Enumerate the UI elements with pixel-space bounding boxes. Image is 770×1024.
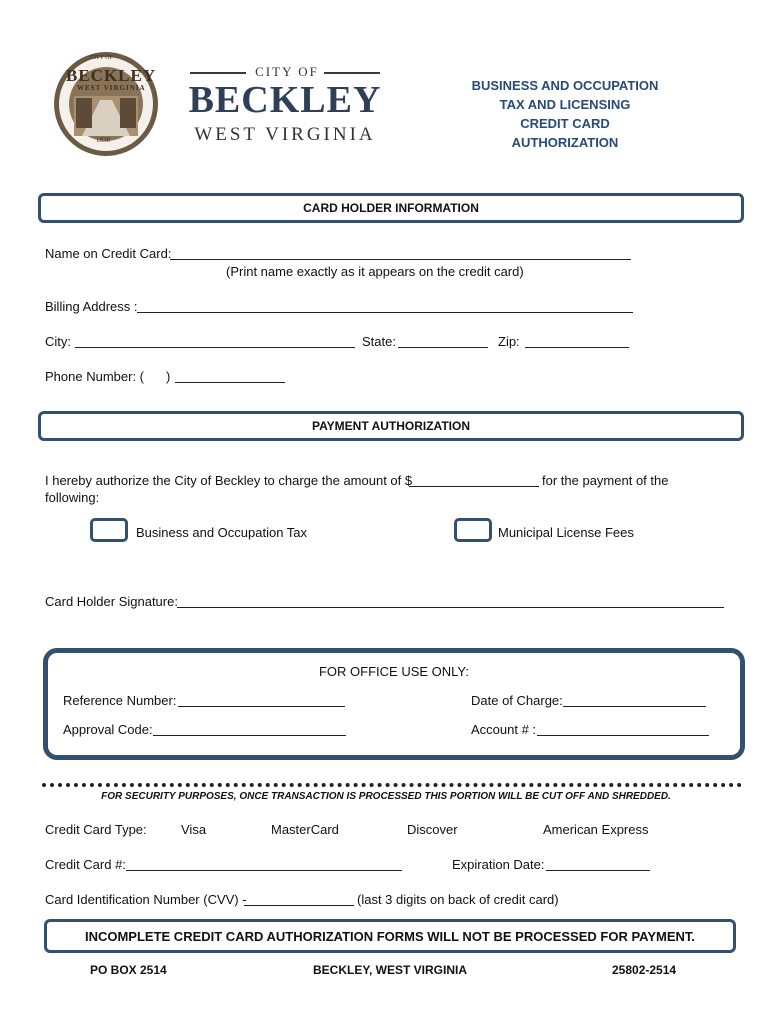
name-hint: (Print name exactly as it appears on the credit card) <box>226 264 524 279</box>
card-type-mastercard[interactable]: MasterCard <box>271 822 339 837</box>
title-line-1: BUSINESS AND OCCUPATION <box>471 78 659 93</box>
card-number-label: Credit Card #: <box>45 857 126 872</box>
seal-year: 1838 <box>96 136 110 144</box>
reference-number-field[interactable] <box>178 694 345 707</box>
seal-text-name: BECKLEY <box>66 66 157 85</box>
city-label: City: <box>45 334 71 349</box>
card-type-discover[interactable]: Discover <box>407 822 458 837</box>
authorize-text-a: I hereby authorize the City of Beckley to charge the amount of $ <box>45 473 413 488</box>
license-fees-label: Municipal License Fees <box>498 525 634 540</box>
date-of-charge-field[interactable] <box>563 694 706 707</box>
expiration-field[interactable] <box>546 858 650 871</box>
security-note: FOR SECURITY PURPOSES, ONCE TRANSACTION IS PROCESSED THIS PORTION WILL BE CUT OFF AND SHREDDED. <box>101 791 671 802</box>
license-fees-checkbox[interactable] <box>454 518 492 542</box>
cut-line <box>42 783 742 787</box>
card-holder-header: CARD HOLDER INFORMATION <box>38 193 744 223</box>
card-type-amex[interactable]: American Express <box>543 822 649 837</box>
card-number-field[interactable] <box>126 858 402 871</box>
form-title <box>442 76 688 152</box>
authorize-text-c: following: <box>45 490 100 505</box>
seal-text-top: CITY OF <box>90 55 113 61</box>
payment-header: PAYMENT AUTHORIZATION <box>38 411 744 441</box>
cvv-field[interactable] <box>244 893 354 906</box>
phone-field[interactable] <box>175 370 285 383</box>
footer-po-box: PO BOX 2514 <box>90 963 167 977</box>
account-label: Account # : <box>471 722 537 737</box>
wordmark-city-of: CITY OF <box>255 64 319 79</box>
card-type-label: Credit Card Type: <box>45 822 147 837</box>
expiration-label: Expiration Date: <box>452 857 545 872</box>
billing-address-label: Billing Address : <box>45 299 138 314</box>
zip-label: Zip: <box>498 334 520 349</box>
phone-label: Phone Number: ( <box>45 369 144 384</box>
city-field[interactable] <box>75 335 355 348</box>
footer-zip: 25802-2514 <box>612 963 677 977</box>
footer-city-state: BECKLEY, WEST VIRGINIA <box>313 963 468 977</box>
zip-field[interactable] <box>525 335 629 348</box>
bo-tax-label: Business and Occupation Tax <box>136 525 308 540</box>
approval-code-field[interactable] <box>153 723 346 736</box>
approval-code-label: Approval Code: <box>63 722 153 737</box>
office-use-header: FOR OFFICE USE ONLY: <box>318 664 469 679</box>
state-field[interactable] <box>398 335 488 348</box>
authorize-text-b: for the payment of the <box>542 473 669 488</box>
account-field[interactable] <box>537 723 709 736</box>
date-of-charge-label: Date of Charge: <box>471 693 563 708</box>
title-line-3: CREDIT CARD <box>520 116 610 131</box>
billing-address-field[interactable] <box>137 300 633 313</box>
wordmark-rule-left <box>190 72 246 74</box>
signature-field[interactable] <box>177 595 724 608</box>
amount-field[interactable] <box>409 474 539 487</box>
signature-label: Card Holder Signature: <box>45 594 178 609</box>
phone-paren-close: ) <box>166 369 171 384</box>
cvv-label: Card Identification Number (CVV) - <box>45 892 247 907</box>
name-on-card-label: Name on Credit Card: <box>45 246 172 261</box>
wordmark-rule-right <box>324 72 380 74</box>
incomplete-warning: INCOMPLETE CREDIT CARD AUTHORIZATION FORMS WILL NOT BE PROCESSED FOR PAYMENT. <box>44 919 736 953</box>
title-line-4: AUTHORIZATION <box>511 135 619 150</box>
reference-number-label: Reference Number: <box>63 693 177 708</box>
bo-tax-checkbox[interactable] <box>90 518 128 542</box>
cvv-hint: (last 3 digits on back of credit card) <box>357 892 559 907</box>
title-line-2: TAX AND LICENSING <box>499 97 631 112</box>
state-label: State: <box>362 334 396 349</box>
wordmark-city-name: BECKLEY <box>188 79 382 121</box>
card-type-visa[interactable]: Visa <box>181 822 207 837</box>
seal-text-state: WEST VIRGINIA <box>77 84 146 92</box>
wordmark-state: WEST VIRGINIA <box>194 124 376 145</box>
name-on-card-field[interactable] <box>170 247 631 260</box>
